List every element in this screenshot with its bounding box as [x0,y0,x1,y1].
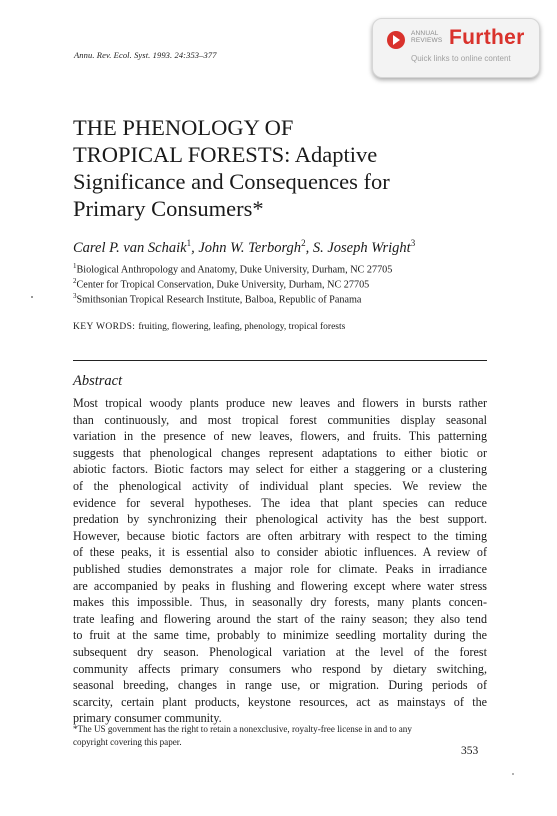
affiliation-mark: 2 [73,277,77,285]
abstract-line: than continuously, and most tropical forest communities display seasonal [73,412,487,427]
affiliation-mark: 2 [301,238,306,248]
affiliation-text: Smithsonian Tropical Research Institute, Balboa, Republic of Panama [76,294,362,306]
scan-speck [31,296,33,298]
abstract-line: seasonal breeding, changes in range use, or migration. During periods of [73,678,487,693]
abstract-line: primary consumer community. [73,711,222,726]
abstract-line: trate leafing and flowering around the start of the rainy season; they also tend [73,611,487,626]
footnote-line: *The US government has the right to retain a nonexclusive, royalty-free license in and to any [73,724,412,734]
play-arrow-icon [387,31,405,49]
title-line: Significance and Consequences for [73,169,390,194]
author-name: S. Joseph Wright [312,239,411,256]
abstract-line: scarcity, certain plant products, keystone resources, act as mainstays of the [73,694,487,709]
keywords-label: KEY WORDS: [73,322,136,332]
abstract-line: makes this impossible. Thus, in seasonally dry forests, many plants concen- [73,595,487,610]
abstract-line: abiotic factors. Biotic factors may select for either a staggering or a clustering [73,462,487,477]
abstract-line: variation in the presence of new leaves, flowers, and fruits. This patterning [73,429,487,444]
abstract-line: suggests that phenological changes represent adaptations to either biotic or [73,445,487,460]
journal-citation: Annu. Rev. Ecol. Syst. 1993. 24:353–377 [74,50,217,60]
abstract-line: Most tropical woody plants produce new leaves and flowers in bursts rather [73,396,487,410]
annual-reviews-brand [411,30,447,44]
title-line: TROPICAL FORESTS: Adaptive [73,142,378,167]
section-divider [73,360,487,361]
further-tagline: Quick links to online content [411,54,511,63]
abstract-line: evidence for several hypotheses. The idea that plant species can reduce [73,495,487,510]
title-line: Primary Consumers* [73,196,264,221]
author-list: Carel P. van Schaik$^1$, John W. Terborgh$^2$, S. Joseph Wright$^3$ [73,238,416,256]
abstract-line: community affects primary consumers who respond by dietary switching, [73,661,487,676]
affiliation-mark: 3 [73,292,77,300]
abstract-line: However, because biotic factors are often arbitrary with respect to the timing [73,528,487,543]
title-line: THE PHENOLOGY OF [73,115,294,140]
abstract-line: of these peaks, it is essential also to consider abiotic influences. A review of [73,545,487,560]
annual-reviews-further-badge[interactable] [372,18,540,78]
affiliation-mark: 1 [186,238,192,248]
author-name: Carel P. van Schaik [73,239,187,256]
affiliation-mark: 1 [73,262,77,270]
affiliation-mark: 3 [410,238,416,248]
abstract-line: subsequent dry season. Phenological variation at the level of the forest [73,644,487,659]
abstract-line: of the phenological activity of individual plant species. We review the [73,478,487,493]
abstract-body [73,395,487,727]
affiliation-text: Center for Tropical Conservation, Duke University, Durham, NC 27705 [76,279,370,291]
keywords-value: fruiting, flowering, leafing, phenology, tropical forests [138,322,346,332]
author-name: John W. Terborgh [198,239,302,256]
brand-line-2: REVIEWS [411,37,443,44]
abstract-line: to fruit at the same time, probably to minimize seedling mortality during the [73,628,487,643]
abstract-line: are accompanied by peaks in flushing and flowering except where water stress [73,578,487,593]
scan-speck [512,773,514,775]
further-label: Further [449,26,525,49]
footnote [73,723,493,749]
affiliation-3 [73,292,361,305]
abstract-heading: Abstract [73,373,123,389]
keywords [73,322,345,332]
brand-line-1: ANNUAL [411,30,439,37]
page-number: 353 [461,745,479,757]
abstract-line: published studies demonstrates a major role for climate. Peaks in irradiance [73,561,487,576]
affiliation-2 [73,277,369,290]
affiliation-1 [73,262,392,275]
footnote-line: copyright covering this paper. [73,737,182,747]
abstract-line: predation by synchronizing their phenological activity has the best support. [73,512,487,527]
article-title [73,114,493,222]
affiliation-text: Biological Anthropology and Anatomy, Duke University, Durham, NC 27705 [76,264,393,276]
